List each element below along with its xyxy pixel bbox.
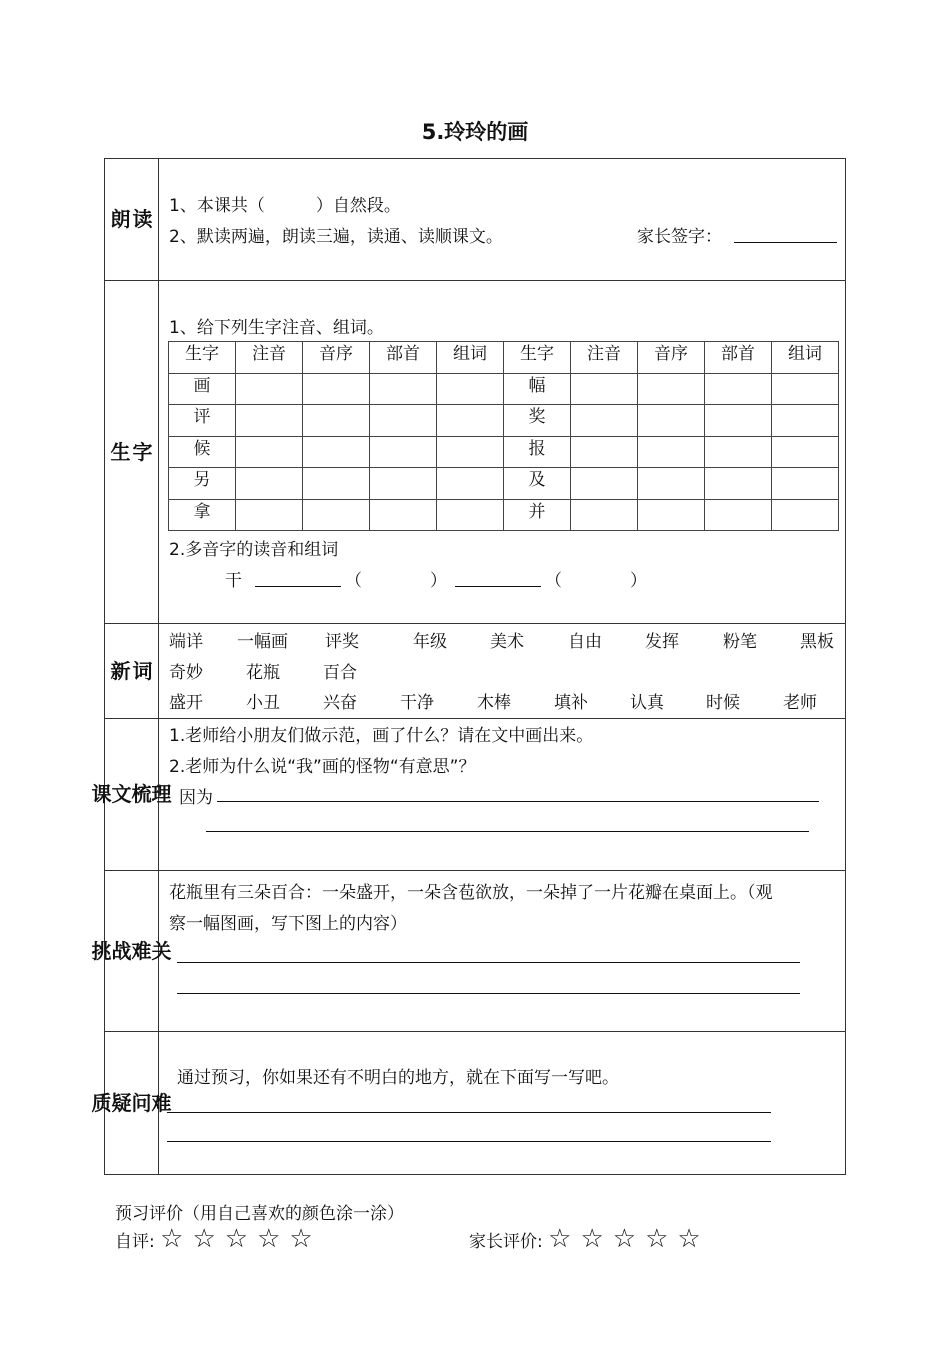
new-word: 年级: [413, 632, 447, 652]
self-stars: [160, 1224, 322, 1254]
header-cell: 音序: [638, 342, 705, 374]
char-cell: 评: [169, 405, 236, 437]
answer-cell[interactable]: [437, 499, 504, 531]
star-icon[interactable]: ☆: [192, 1224, 216, 1254]
star-icon[interactable]: ☆: [224, 1224, 249, 1254]
section-label: [91, 871, 172, 1031]
new-word: 老师: [783, 693, 817, 713]
answer-cell[interactable]: [638, 436, 705, 468]
section-langdu: [105, 159, 845, 281]
star-icon[interactable]: ☆: [160, 1224, 184, 1254]
langdu-line1: 1、本课共（ ）自然段。: [169, 196, 401, 216]
label-char: 梳: [131, 782, 152, 806]
pinyin-field-2[interactable]: [455, 586, 541, 587]
answer-cell[interactable]: [236, 468, 303, 500]
header-cell: 生字: [169, 342, 236, 374]
label-char: 新: [110, 658, 131, 683]
answer-cell[interactable]: [571, 499, 638, 531]
section-xinci: [105, 624, 845, 719]
new-word: 花瓶: [246, 663, 280, 683]
parent-sign-label: 家长签字：: [637, 227, 722, 247]
because-label: 因为: [179, 788, 213, 808]
header-cell: 注音: [236, 342, 303, 374]
answer-cell[interactable]: [571, 373, 638, 405]
label-char: 生: [110, 439, 131, 464]
label-char: 朗: [110, 207, 131, 231]
tiaozhan-text-2: 察一幅图画，写下图上的内容）: [169, 914, 407, 934]
char-cell: 及: [504, 468, 571, 500]
answer-cell[interactable]: [437, 373, 504, 405]
new-word: 自由: [568, 632, 602, 652]
answer-cell[interactable]: [303, 436, 370, 468]
header-cell: 组词: [437, 342, 504, 374]
word-paren-1: （ ）: [345, 571, 447, 591]
char-cell: 画: [169, 373, 236, 405]
star-icon[interactable]: ☆: [257, 1224, 281, 1254]
char-cell: 并: [504, 499, 571, 531]
answer-line[interactable]: [206, 831, 809, 832]
answer-cell[interactable]: [772, 405, 839, 437]
header-cell: 组词: [772, 342, 839, 374]
answer-cell[interactable]: [772, 373, 839, 405]
new-word: 百合: [323, 663, 357, 683]
new-word: 评奖: [325, 632, 359, 652]
langdu-line2: 2、默读两遍，朗读三遍，读通、读顺课文。: [169, 227, 503, 247]
answer-line[interactable]: [177, 962, 800, 963]
label-char: 关: [151, 938, 172, 963]
answer-cell[interactable]: [772, 468, 839, 500]
new-word: 填补: [554, 693, 588, 713]
parent-eval-label: 家长评价:: [469, 1232, 543, 1252]
char-cell: 报: [504, 436, 571, 468]
label-char: 读: [132, 207, 153, 231]
shengzi-q1: 1、给下列生字注音、组词。: [169, 318, 384, 338]
zhiyi-text: 通过预习，你如果还有不明白的地方，就在下面写一写吧。: [177, 1068, 619, 1088]
answer-line[interactable]: [217, 801, 819, 802]
star-icon[interactable]: ☆: [645, 1224, 669, 1254]
eval-title: 预习评价（用自己喜欢的颜色涂一涂）: [115, 1204, 404, 1224]
table-row: [169, 405, 839, 437]
answer-cell[interactable]: [437, 468, 504, 500]
self-eval-label: 自评:: [115, 1232, 155, 1252]
answer-cell[interactable]: [236, 436, 303, 468]
label-char: 战: [111, 938, 132, 963]
table-row: [169, 436, 839, 468]
answer-cell[interactable]: [638, 373, 705, 405]
new-word: 端详: [169, 632, 203, 652]
char-cell: 拿: [169, 499, 236, 531]
label-char: 文: [111, 782, 132, 806]
new-word: 小丑: [246, 693, 280, 713]
answer-cell[interactable]: [638, 405, 705, 437]
answer-cell[interactable]: [705, 405, 772, 437]
new-word: 发挥: [645, 632, 679, 652]
word-paren-2: （ ）: [545, 571, 647, 591]
table-row: [169, 468, 839, 500]
answer-cell[interactable]: [638, 468, 705, 500]
header-cell: 注音: [571, 342, 638, 374]
label-char: 课: [91, 782, 112, 806]
answer-cell[interactable]: [236, 373, 303, 405]
kewen-q2: 2.老师为什么说“我”画的怪物“有意思”？: [169, 757, 476, 777]
section-tiaozhan: [91, 871, 845, 1032]
char-cell: 另: [169, 468, 236, 500]
label-char: 理: [151, 782, 172, 806]
answer-cell[interactable]: [705, 499, 772, 531]
char-cell: 奖: [504, 405, 571, 437]
new-word: 时候: [706, 693, 740, 713]
answer-cell[interactable]: [370, 373, 437, 405]
answer-cell[interactable]: [236, 405, 303, 437]
char-cell: 幅: [504, 373, 571, 405]
label-char: 质: [91, 1091, 112, 1115]
answer-cell[interactable]: [571, 468, 638, 500]
new-word: 粉笔: [723, 632, 757, 652]
shengzi-q2: 2.多音字的读音和组词: [169, 540, 339, 560]
answer-cell[interactable]: [571, 405, 638, 437]
answer-cell[interactable]: [437, 405, 504, 437]
star-icon[interactable]: ☆: [677, 1224, 701, 1254]
page-title: 5.玲玲的画: [421, 120, 529, 144]
header-cell: 音序: [303, 342, 370, 374]
new-word: 木棒: [477, 693, 511, 713]
header-cell: 生字: [504, 342, 571, 374]
pinyin-field-1[interactable]: [255, 586, 341, 587]
label-char: 词: [132, 658, 153, 683]
section-label: [105, 281, 159, 623]
label-char: 问: [131, 1091, 152, 1115]
answer-cell[interactable]: [772, 499, 839, 531]
tiaozhan-text-1: 花瓶里有三朵百合：一朵盛开，一朵含苞欲放，一朵掉了一片花瓣在桌面上。（观: [169, 883, 773, 903]
new-word: 美术: [490, 632, 524, 652]
answer-cell[interactable]: [303, 468, 370, 500]
header-cell: 部首: [705, 342, 772, 374]
label-char: 难: [131, 938, 152, 963]
answer-cell[interactable]: [705, 436, 772, 468]
section-label: [91, 1032, 172, 1175]
star-icon[interactable]: ☆: [580, 1224, 604, 1254]
section-kewen: [91, 719, 845, 871]
answer-cell[interactable]: [638, 499, 705, 531]
polyphonic-char: 干: [225, 571, 242, 591]
new-word: 黑板: [800, 632, 834, 652]
header-cell: 部首: [370, 342, 437, 374]
new-word: 一幅画: [237, 632, 288, 652]
section-label: [105, 624, 159, 718]
label-char: 疑: [111, 1091, 132, 1115]
parent-stars: [548, 1224, 710, 1254]
answer-cell[interactable]: [303, 405, 370, 437]
star-icon[interactable]: ☆: [612, 1224, 637, 1254]
section-shengzi: [105, 281, 845, 624]
answer-cell[interactable]: [772, 436, 839, 468]
section-label: [105, 159, 159, 280]
new-word: 盛开: [169, 693, 203, 713]
parent-sign-field[interactable]: [734, 242, 837, 243]
answer-line[interactable]: [177, 993, 800, 994]
answer-cell[interactable]: [236, 499, 303, 531]
char-cell: 候: [169, 436, 236, 468]
answer-cell[interactable]: [705, 373, 772, 405]
section-label: [91, 719, 172, 870]
label-char: 挑: [91, 938, 112, 963]
answer-line[interactable]: [167, 1112, 771, 1113]
star-icon[interactable]: ☆: [548, 1224, 572, 1254]
new-word: 干净: [400, 693, 434, 713]
answer-line[interactable]: [167, 1141, 771, 1142]
parent-eval: [469, 1226, 710, 1252]
kewen-q1: 1.老师给小朋友们做示范，画了什么？请在文中画出来。: [169, 726, 594, 746]
answer-cell[interactable]: [370, 468, 437, 500]
answer-cell[interactable]: [705, 468, 772, 500]
worksheet-table: [91, 158, 846, 1175]
answer-cell[interactable]: [370, 405, 437, 437]
table-row: [169, 499, 839, 531]
new-word: 认真: [630, 693, 664, 713]
new-word: 奇妙: [169, 663, 203, 683]
section-zhiyi: [91, 1032, 845, 1175]
star-icon[interactable]: ☆: [289, 1224, 313, 1254]
answer-cell[interactable]: [437, 436, 504, 468]
label-char: 字: [132, 439, 153, 464]
answer-cell[interactable]: [370, 499, 437, 531]
label-char: 难: [151, 1091, 172, 1115]
table-header-row: [169, 342, 839, 374]
new-word: 兴奋: [323, 693, 357, 713]
answer-cell[interactable]: [370, 436, 437, 468]
characters-table: [168, 341, 839, 531]
table-row: [169, 373, 839, 405]
answer-cell[interactable]: [303, 373, 370, 405]
self-eval: [115, 1226, 322, 1252]
answer-cell[interactable]: [303, 499, 370, 531]
answer-cell[interactable]: [571, 436, 638, 468]
